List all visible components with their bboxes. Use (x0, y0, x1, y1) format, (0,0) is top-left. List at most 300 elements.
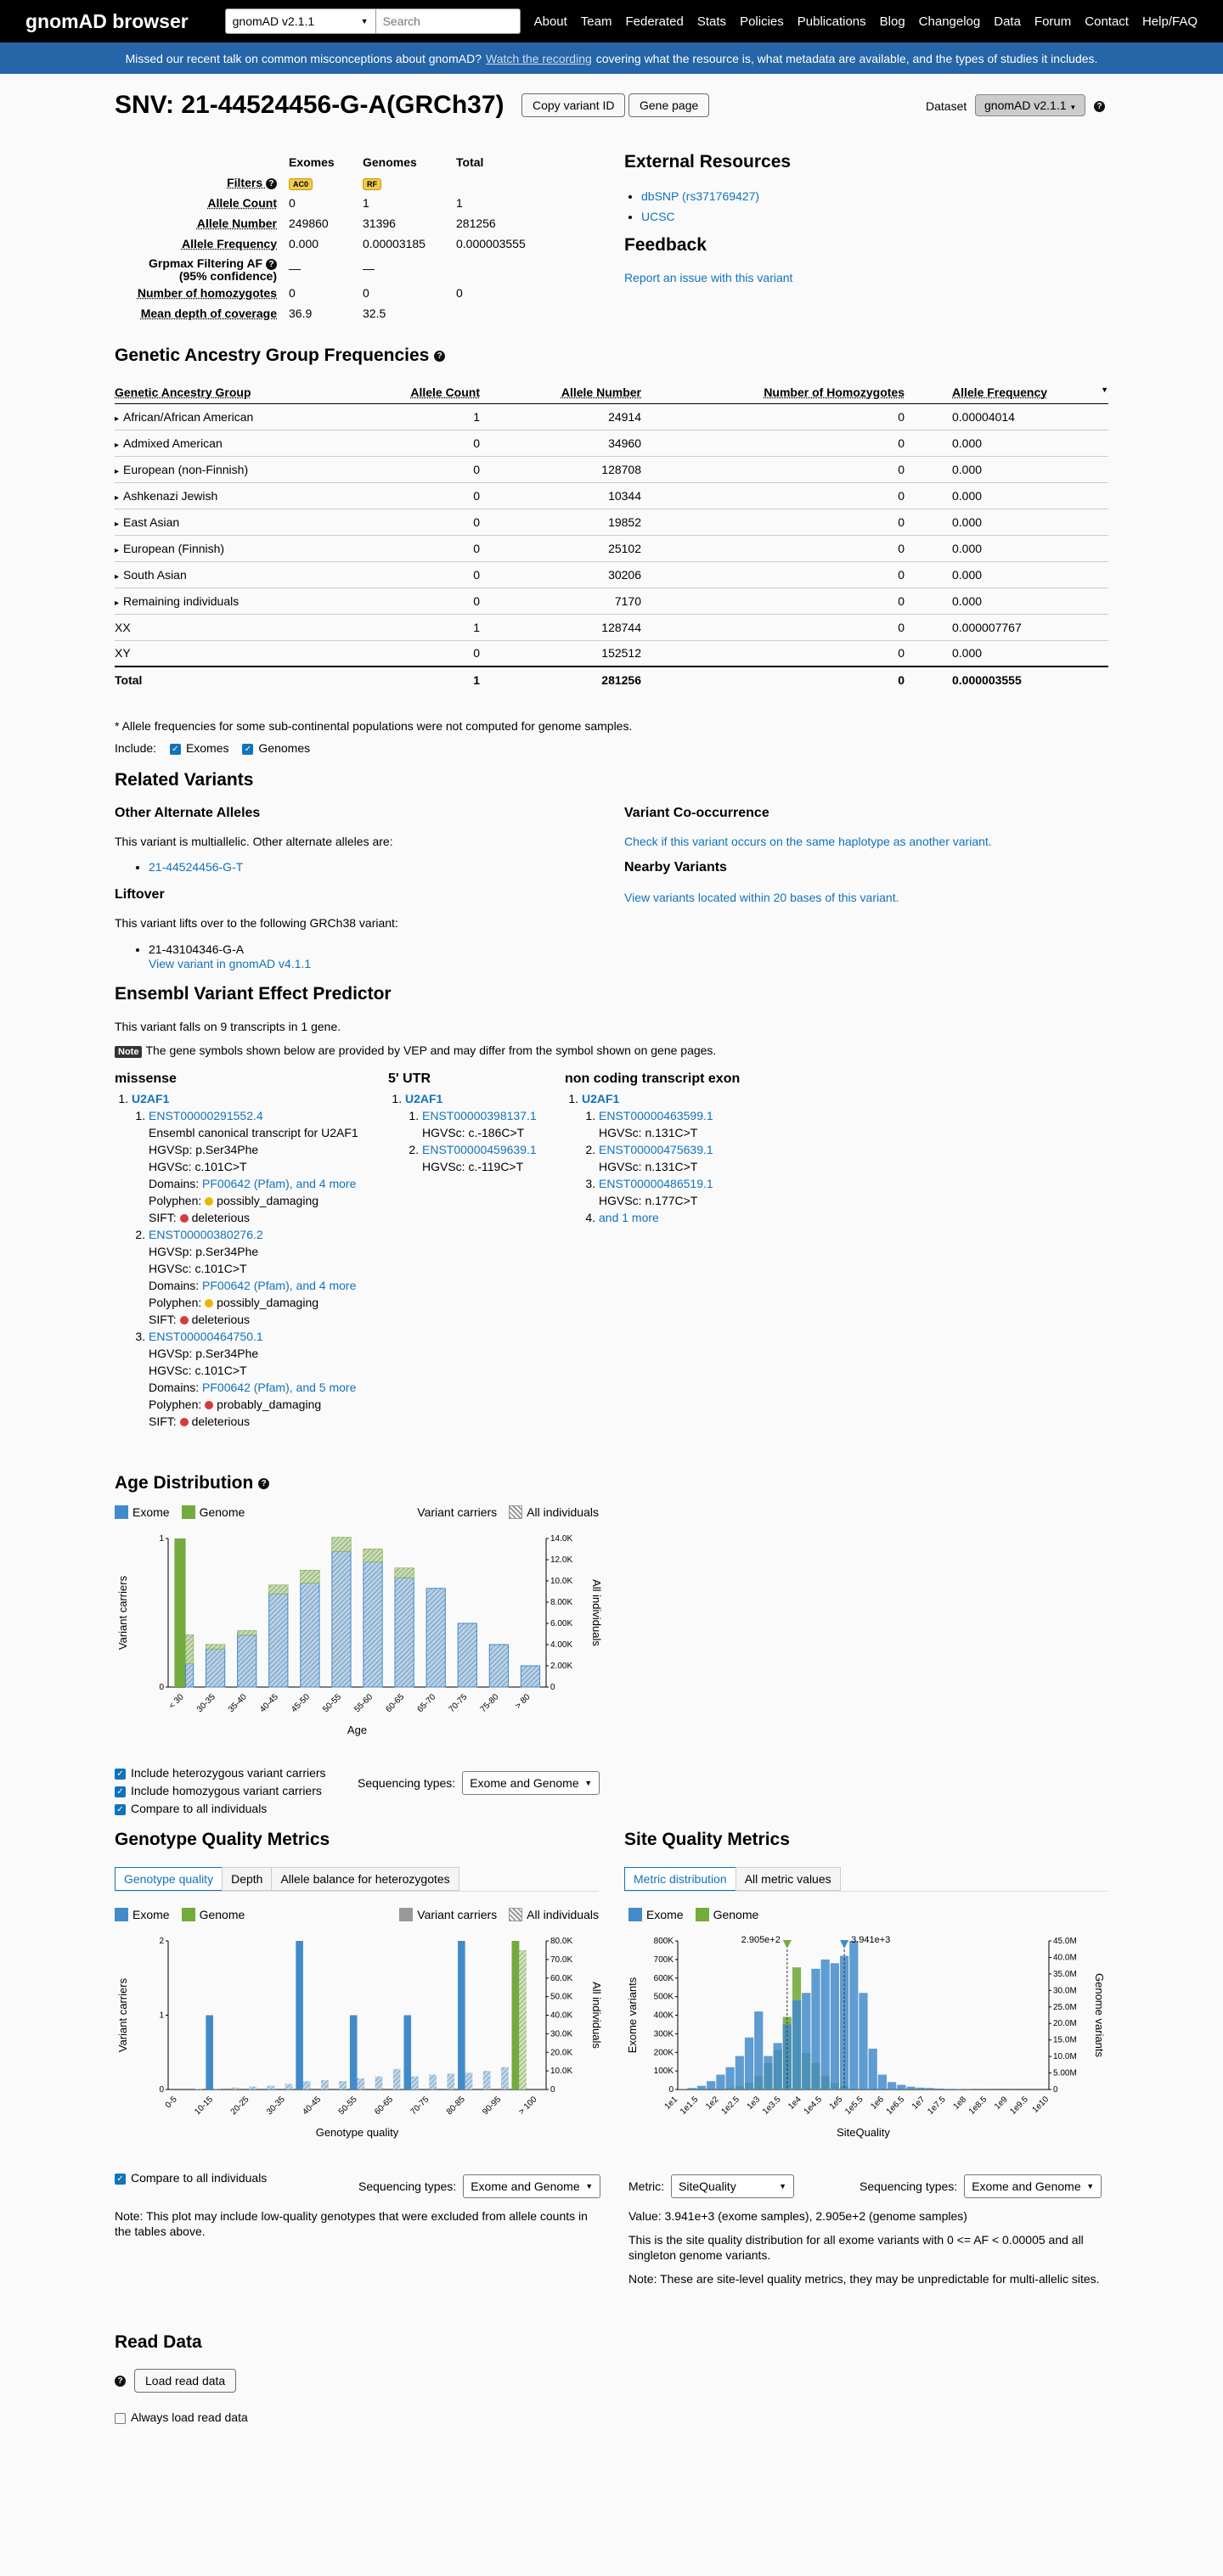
all-exome-hatch (301, 1583, 319, 1688)
tab-metric-distribution[interactable]: Metric distribution (624, 1867, 736, 1891)
tab-depth[interactable]: Depth (222, 1867, 272, 1891)
nav-data[interactable]: Data (994, 14, 1021, 29)
polyphen-dot-icon (205, 1299, 213, 1308)
all-individuals-hatch (358, 2078, 365, 2089)
include-toggles: Include: ✓ Exomes ✓ Genomes (115, 741, 311, 755)
age-chart (115, 1526, 607, 1746)
value-marker-label: 2.905e+2 (741, 1935, 781, 1945)
exome-bar (926, 2088, 934, 2089)
all-genome-hatch (238, 1631, 256, 1635)
y2-tick-label: 14.0K (550, 1534, 573, 1544)
sift-dot-icon (180, 1418, 189, 1426)
ancestry-footnote: * Allele frequencies for some sub-continental populations were not computed for genome samples. (115, 719, 633, 733)
exome-bar (774, 2043, 782, 2089)
gene-page-button[interactable]: Gene page (628, 93, 709, 117)
other-allele-link[interactable]: 21-44524456-G-T (149, 860, 244, 874)
all-individuals-hatch (303, 2081, 311, 2089)
x-tick-label: 55-60 (352, 1692, 375, 1715)
help-icon[interactable]: ? (266, 178, 277, 189)
col-homozygotes[interactable]: Number of Homozygotes (641, 381, 905, 403)
transcript-link[interactable]: ENST00000380276.2 (149, 1228, 263, 1241)
exome-bar (802, 1993, 810, 2089)
dataset-select[interactable]: gnomAD v2.1.1 ▼ (225, 8, 376, 34)
exome-bar (697, 2086, 706, 2089)
transcript-link[interactable]: ENST00000463599.1 (599, 1109, 713, 1122)
nav-links (521, 14, 1198, 29)
help-icon[interactable]: ? (434, 351, 445, 362)
x-tick-label: 1e8.5 (967, 2095, 989, 2117)
y-axis-label: Variant carriers (116, 1575, 129, 1651)
y2-tick-label: 15.0M (1053, 2035, 1077, 2045)
vep-note: Note The gene symbols shown below are provided by VEP and may differ from the symbol shown on gene pages. (115, 1043, 716, 1057)
x-tick-label: 20-25 (228, 2095, 251, 2118)
x-tick-label: 1e10 (1030, 2095, 1051, 2115)
search-input[interactable] (376, 8, 521, 34)
exome-bar (916, 2088, 925, 2089)
tab-genotype-quality[interactable]: Genotype quality (115, 1867, 223, 1891)
y2-tick-label: 0 (1053, 2085, 1058, 2095)
y2-tick-label: 8.00K (550, 1598, 573, 1607)
x-tick-label: > 100 (516, 2095, 539, 2118)
value-marker-label: 3.941e+3 (851, 1935, 891, 1945)
all-exome-hatch (186, 1664, 194, 1688)
value-marker-arrow-icon (783, 1940, 792, 1949)
age-seq-select[interactable]: Exome and Genome ▼ (462, 1771, 600, 1795)
gene-link[interactable]: U2AF1 (582, 1092, 620, 1105)
col-ancestry[interactable]: Genetic Ancestry Group (115, 381, 369, 403)
summary-row: Grpmax Filtering AF ? (95% confidence) — — (149, 256, 375, 283)
x-tick-label: 1e9 (992, 2095, 1010, 2112)
value-marker-arrow-icon (840, 1940, 848, 1949)
y2-tick-label: 0 (550, 2085, 555, 2095)
dataset-selector[interactable]: gnomAD v2.1.1 ▼ (975, 94, 1085, 116)
total-row: Total 1 281256 0 0.000003555 (115, 666, 1108, 693)
all-individuals-hatch (285, 2084, 293, 2089)
all-individuals-hatch (447, 2073, 454, 2089)
exome-bar (726, 2067, 735, 2089)
sq-chart (624, 1928, 1117, 2162)
exome-bar (716, 2075, 724, 2090)
view-in-v4-link[interactable]: View variant in gnomAD v4.1.1 (149, 957, 312, 970)
nav-federated[interactable]: Federated (625, 14, 684, 29)
x-tick-label: > 80 (513, 1692, 533, 1712)
y-tick-label: 200K (653, 2048, 673, 2058)
all-exome-hatch (269, 1594, 288, 1687)
table-row[interactable]: ▸ South Asian 0 30206 0 0.000 (115, 561, 1108, 588)
exome-bar (764, 2056, 772, 2089)
ucsc-link[interactable]: UCSC (641, 210, 675, 223)
dataset-label: Dataset (926, 99, 967, 113)
genome-filter-badge[interactable]: RF (363, 178, 381, 190)
table-row[interactable]: ▸ African/African American 1 24914 0 0.00004014 (115, 403, 1108, 430)
all-individuals-hatch (231, 2088, 239, 2089)
age-options: ✓ Include heterozygous variant carriers ✓ Include homozygous variant carriers ✓ Compare to all individuals (115, 1764, 326, 1818)
x-tick-label: 35-40 (226, 1692, 249, 1715)
exome-carrier-bar (206, 2016, 213, 2090)
compare-all-checkbox[interactable]: ✓ (115, 1804, 126, 1815)
x-tick-label: 45-50 (290, 1692, 312, 1715)
y-tick-label: 0 (668, 2085, 673, 2095)
het-carriers-checkbox[interactable]: ✓ (115, 1769, 126, 1780)
table-row[interactable]: ▸ East Asian 0 19852 0 0.000 (115, 509, 1108, 535)
all-individuals-hatch (465, 2073, 473, 2089)
x-tick-label: 1e1 (662, 2095, 680, 2112)
y2-tick-label: 5.00M (1053, 2068, 1077, 2078)
exome-carrier-bar (403, 2016, 411, 2090)
polyphen-dot-icon (205, 1197, 213, 1206)
watch-recording-link[interactable]: Watch the recording (486, 51, 592, 65)
nav-help-faq[interactable]: Help/FAQ (1141, 14, 1198, 29)
all-individuals-hatch (501, 2067, 509, 2089)
all-individuals-hatch (339, 2081, 347, 2089)
y2-tick-label: 35.0M (1053, 1969, 1077, 1979)
gq-chart (115, 1928, 607, 2162)
exome-bar (897, 2085, 905, 2089)
x-tick-label: 40-45 (258, 1692, 280, 1715)
gq-tabs (115, 1867, 599, 1892)
x-tick-label: 1e2.5 (719, 2095, 741, 2117)
x-tick-label: 70-75 (409, 2095, 431, 2118)
all-individuals-swatch (509, 1505, 522, 1519)
summary-row: Allele Count 0 1 1 (207, 196, 463, 210)
x-tick-label: 1e5.5 (843, 2095, 865, 2117)
gq-legend: Exome Genome Variant carriers All individuals (115, 1908, 599, 1921)
domain-link[interactable]: PF00642 (Pfam) (202, 1279, 290, 1292)
gene-link[interactable]: U2AF1 (405, 1092, 443, 1105)
exome-bar (906, 2087, 915, 2089)
summary-row: Allele Number 249860 31396 281256 (196, 217, 496, 230)
x-tick-label: 1e6 (869, 2095, 886, 2112)
y-tick-label: 600K (653, 1973, 673, 1983)
y-tick-label: 1 (159, 2011, 164, 2021)
all-genome-hatch (332, 1538, 351, 1551)
all-individuals-hatch (393, 2069, 401, 2089)
x-tick-label: 1e9.5 (1008, 2095, 1030, 2117)
x-tick-label: 0-5 (163, 2095, 179, 2111)
y-tick-label: 0 (159, 1683, 164, 1692)
all-genome-hatch (269, 1585, 288, 1594)
variant-summary-table: Exomes Genomes Total Filters ? AC0 RF Allele Count 0 1 1 Allele Number 249860 31396 281256 Allele Frequency 0.000 0.00003185 0.000003555 Grpmax Filtering AF ? (95% confidence) — — Number of homozygotes 0 0 0 Mean depth of coverage 36.9 32.5 (115, 152, 526, 323)
table-row[interactable]: ▸ Ashkenazi Jewish 0 10344 0 0.000 (115, 482, 1108, 509)
more-domains-link[interactable]: , and 4 more (289, 1177, 357, 1190)
transcript-item: 3. ENST00000486519.1 HGVSc: n.177C>T (599, 1175, 820, 1209)
x-tick-label: 1e2 (704, 2095, 721, 2112)
gq-seq-select[interactable]: Exome and Genome ▼ (463, 2174, 600, 2198)
transcript-item: 2. ENST00000380276.2 HGVSp: p.Ser34Phe HGVSc: c.101C>T Domains: PF00642 (Pfam), and 4 more Polyphen: possibly_damaging SIFT: deleterious (149, 1226, 369, 1328)
x-tick-label: 10-15 (193, 2095, 216, 2118)
table-row[interactable]: ▸ Remaining individuals 0 7170 0 0.000 (115, 588, 1108, 614)
carriers-swatch (399, 1505, 413, 1519)
caret-down-icon: ▼ (360, 17, 369, 25)
all-genome-hatch (186, 1635, 194, 1664)
y2-tick-label: 80.0K (550, 1937, 573, 1946)
all-individuals-hatch (411, 2077, 419, 2089)
y-tick-label: 100K (653, 2067, 673, 2077)
all-exome-hatch (238, 1635, 256, 1687)
ancestry-frequency-table (115, 381, 1108, 693)
transcript-link[interactable]: ENST00000475639.1 (599, 1143, 713, 1156)
more-transcripts-link[interactable]: and 1 more (599, 1211, 659, 1224)
vep-utr: 5' UTR 1. U2AF1 1. ENST00000398137.1 HGVSc: c.-186C>T 2. ENST00000459639.1 HGVSc: c.-119C>T (388, 1071, 558, 1175)
more-domains-link[interactable]: , and 4 more (289, 1279, 357, 1292)
exome-bar (811, 1969, 820, 2089)
exome-bar (745, 2038, 753, 2089)
x-axis-label: SiteQuality (837, 2126, 890, 2139)
external-links (641, 186, 759, 227)
filters-label: Filters ? (115, 172, 289, 193)
transcript-item: 3. ENST00000464750.1 HGVSp: p.Ser34Phe HGVSc: c.101C>T Domains: PF00642 (Pfam), and 5 more Polyphen: probably_damaging SIFT: deleterious (149, 1328, 369, 1430)
all-individuals-hatch (375, 2077, 383, 2089)
y2-axis-label: Genome variants (1093, 1973, 1106, 2057)
x-tick-label: 1e6.5 (884, 2095, 907, 2117)
all-individuals-hatch (321, 2080, 329, 2089)
sq-legend: Exome Genome (628, 1908, 758, 1921)
nav-policies[interactable]: Policies (740, 14, 784, 29)
all-genome-hatch (206, 1645, 225, 1649)
x-axis-label: Age (347, 1724, 368, 1736)
transcript-link[interactable]: ENST00000464750.1 (149, 1330, 263, 1343)
help-icon[interactable]: ? (266, 259, 277, 270)
all-exome-hatch (332, 1551, 351, 1687)
y2-tick-label: 6.00K (550, 1619, 573, 1628)
metric-select[interactable]: SiteQuality ▼ (671, 2174, 794, 2198)
y2-tick-label: 25.0M (1053, 2002, 1077, 2012)
x-tick-label: 30-35 (264, 2095, 287, 2118)
y2-tick-label: 60.0K (550, 1973, 573, 1983)
nav-changelog[interactable]: Changelog (918, 14, 981, 29)
x-tick-label: 80-85 (444, 2095, 467, 2118)
copy-variant-id-button[interactable]: Copy variant ID (521, 93, 625, 117)
help-icon[interactable]: ? (1094, 101, 1105, 112)
gq-compare-checkbox[interactable]: ✓ (115, 2174, 126, 2185)
genome-carrier-bar (174, 1538, 185, 1687)
y2-tick-label: 20.0K (550, 2048, 573, 2058)
y2-tick-label: 70.0K (550, 1954, 573, 1965)
cooccurrence-link[interactable]: Check if this variant occurs on the same haplotype as another variant. (624, 835, 992, 848)
ancestry-title: Genetic Ancestry Group Frequencies ? (115, 346, 445, 366)
all-exome-hatch (364, 1562, 382, 1688)
more-domains-link[interactable]: , and 5 more (289, 1381, 357, 1394)
transcript-item: 1. ENST00000463599.1 HGVSc: n.131C>T (599, 1107, 820, 1141)
y2-tick-label: 45.0M (1053, 1937, 1077, 1946)
transcript-item: 1. ENST00000291552.4 Ensembl canonical transcript for U2AF1 HGVSp: p.Ser34Phe HGVSc: c.101C>T Domains: PF00642 (Pfam), and 4 more Polyphen: possibly_damaging SIFT: deleterious (149, 1107, 369, 1226)
all-exome-hatch (206, 1649, 225, 1687)
help-icon[interactable]: ? (258, 1478, 269, 1489)
nav-forum[interactable]: Forum (1034, 14, 1072, 29)
nav-publications[interactable]: Publications (797, 14, 866, 29)
feedback-title: Feedback (624, 235, 707, 255)
exome-bar (792, 2000, 801, 2089)
other-alleles-title: Other Alternate Alleles (115, 806, 261, 820)
exome-bar (754, 2011, 763, 2089)
x-tick-label: 1e4 (786, 2095, 803, 2112)
x-tick-label: 70-75 (447, 1692, 470, 1715)
exome-bar (735, 2056, 744, 2089)
cooccurrence-title: Variant Co-occurrence (624, 806, 769, 820)
y2-tick-label: 40.0K (550, 2011, 573, 2021)
all-exome-hatch (521, 1666, 539, 1687)
x-tick-label: 30-35 (194, 1692, 217, 1715)
exome-bar (869, 2049, 877, 2089)
transcript-item: 1. ENST00000398137.1 HGVSc: c.-186C>T (422, 1107, 558, 1141)
y2-tick-label: 12.0K (550, 1555, 573, 1565)
transcript-item: 2. ENST00000459639.1 HGVSc: c.-119C>T (422, 1141, 558, 1175)
tab-allele-balance[interactable]: Allele balance for heterozygotes (271, 1867, 459, 1891)
age-title: Age Distribution ? (115, 1473, 269, 1493)
brand-logo[interactable]: gnomAD browser (25, 9, 189, 32)
y2-tick-label: 30.0K (550, 2029, 573, 2039)
x-tick-label: 65-70 (415, 1692, 438, 1715)
tab-all-metric-values[interactable]: All metric values (735, 1867, 841, 1891)
all-individuals-hatch (429, 2075, 437, 2090)
nav-about[interactable]: About (533, 14, 567, 29)
genome-carrier-bar (512, 1941, 520, 2089)
x-tick-label: 90-95 (481, 2095, 504, 2118)
external-resources-title: External Resources (624, 152, 792, 172)
x-tick-label: 1e3.5 (761, 2095, 783, 2117)
exome-bar (888, 2082, 896, 2089)
all-genome-hatch (301, 1571, 319, 1583)
vep-missense: missense 1. U2AF1 1. ENST00000291552.4 Ensembl canonical transcript for U2AF1 HGVSp: p.Ser34Phe HGVSc: c.101C>T Domains: PF00642 (Pfam), and 4 more Polyphen: possibly_damaging SIFT: deleterious 2. ENST00000380276.2 HGVSp: p.Ser34Phe HGVSc: c.101C>T Domains: PF00642 (Pfam), and 4 more Polyphen: possibly_damaging SIFT: deleterious 3. ENST00000464750.1 HGVSp: p.Ser34Phe HGVSc: c.101C>T Domains: PF00642 (Pfam), and 5 more Polyphen: probably_damaging SIFT: deleterious (115, 1071, 369, 1430)
include-exomes-checkbox[interactable]: ✓ (170, 744, 181, 755)
nav-team[interactable]: Team (580, 14, 612, 29)
x-tick-label: 1e8 (951, 2095, 969, 2112)
read-data-title: Read Data (115, 2332, 202, 2352)
nearby-link[interactable]: View variants located within 20 bases of this variant. (624, 891, 899, 904)
y-tick-label: 1 (159, 1534, 164, 1544)
col-allele-frequency[interactable]: Allele Frequency ▼ (905, 381, 1108, 403)
domain-link[interactable]: PF00642 (Pfam) (202, 1381, 290, 1394)
y2-tick-label: 10.0K (550, 2067, 573, 2077)
x-tick-label: 60-65 (384, 1692, 407, 1715)
exome-bar (821, 1960, 830, 2089)
exome-bar (688, 2088, 696, 2089)
exome-bar (849, 1941, 858, 2089)
always-load-checkbox[interactable] (115, 2413, 126, 2424)
nav-blog[interactable]: Blog (879, 14, 905, 29)
x-tick-label: 1e7.5 (926, 2095, 948, 2117)
transcript-link[interactable]: ENST00000291552.4 (149, 1109, 263, 1122)
related-variants-title: Related Variants (115, 770, 254, 790)
sift-dot-icon (180, 1316, 189, 1325)
liftover-title: Liftover (115, 887, 165, 902)
x-tick-label: 40-45 (301, 2095, 324, 2118)
all-genome-hatch (395, 1568, 414, 1578)
y-axis-label: Variant carriers (116, 1977, 129, 2053)
nav-stats[interactable]: Stats (696, 14, 727, 29)
sift-dot-icon (180, 1214, 189, 1223)
exome-bar (859, 1993, 867, 2089)
help-icon[interactable]: ? (115, 2376, 126, 2387)
age-legend: Exome Genome Variant carriers All individuals (115, 1505, 599, 1519)
vep-noncoding: non coding transcript exon 1. U2AF1 1. ENST00000463599.1 HGVSc: n.131C>T 2. ENST00000475639.1 HGVSc: n.131C>T 3. ENST00000486519.1 HGVSc: n.177C>T 4. and 1 more (565, 1071, 820, 1226)
dbsnp-link[interactable]: dbSNP (rs371769427) (641, 189, 760, 203)
table-row[interactable]: ▸ European (Finnish) 0 25102 0 0.000 (115, 535, 1108, 561)
y-tick-label: 400K (653, 2011, 673, 2021)
x-tick-label: < 30 (166, 1692, 186, 1712)
col-allele-number[interactable]: Allele Number (480, 381, 641, 403)
sq-seq-select[interactable]: Exome and Genome ▼ (964, 2174, 1102, 2198)
transcript-link[interactable]: ENST00000486519.1 (599, 1177, 713, 1190)
nearby-title: Nearby Variants (624, 860, 727, 875)
y2-tick-label: 50.0K (550, 1992, 573, 2002)
all-exome-hatch (458, 1623, 476, 1687)
gq-title: Genotype Quality Metrics (115, 1830, 330, 1849)
hom-carriers-checkbox[interactable]: ✓ (115, 1786, 126, 1797)
nav-contact[interactable]: Contact (1085, 14, 1129, 29)
x-tick-label: 1e5 (827, 2095, 845, 2112)
all-exome-hatch (489, 1645, 508, 1687)
sq-tabs (624, 1867, 1108, 1892)
x-tick-label: 1e4.5 (802, 2095, 825, 2117)
y-tick-label: 700K (653, 1954, 673, 1965)
exome-carrier-bar (350, 2016, 358, 2090)
x-tick-label: 50-55 (336, 2095, 359, 2118)
all-exome-hatch (395, 1578, 414, 1687)
y-tick-label: 500K (653, 1992, 673, 2002)
top-navbar (0, 0, 1223, 42)
exome-filter-badge[interactable]: AC0 (289, 178, 313, 190)
table-row[interactable]: ▸ European (non-Finnish) 0 128708 0 0.000 (115, 456, 1108, 482)
y2-axis-label: All individuals (590, 1579, 603, 1646)
x-tick-label: 1e7 (910, 2095, 927, 2112)
transcript-link[interactable]: ENST00000398137.1 (422, 1109, 537, 1122)
y2-tick-label: 30.0M (1053, 1986, 1077, 1996)
y-tick-label: 800K (653, 1937, 673, 1946)
domain-link[interactable]: PF00642 (Pfam) (202, 1177, 290, 1190)
summary-row: Allele Frequency 0.000 0.00003185 0.000003555 (181, 237, 526, 250)
summary-row: Mean depth of coverage 36.9 32.5 (140, 307, 386, 320)
col-allele-count[interactable]: Allele Count (369, 381, 480, 403)
all-genome-hatch (364, 1550, 382, 1562)
announcement-banner: Missed our recent talk on common misconceptions about gnomAD? Watch the recording covering what the resource is, what metadata are available, and the types of studies it includes. (0, 42, 1223, 74)
page-title: SNV: 21-44524456-G-A(GRCh37) (115, 91, 504, 119)
y2-tick-label: 40.0M (1053, 1953, 1077, 1963)
vep-title: Ensembl Variant Effect Predictor (115, 984, 392, 1004)
include-genomes-checkbox[interactable]: ✓ (242, 744, 253, 755)
transcript-link[interactable]: ENST00000459639.1 (422, 1143, 537, 1156)
x-tick-label: 60-65 (373, 2095, 396, 2118)
caret-down-icon: ▼ (1069, 104, 1077, 111)
exome-bar (878, 2075, 887, 2090)
exome-bar (707, 2081, 715, 2089)
y-tick-label: 2 (159, 1937, 164, 1946)
x-axis-label: Genotype quality (315, 2126, 399, 2139)
y2-tick-label: 4.00K (550, 1640, 573, 1650)
load-read-data-button[interactable]: Load read data (134, 2369, 236, 2393)
sq-title: Site Quality Metrics (624, 1830, 790, 1849)
report-issue-link[interactable]: Report an issue with this variant (624, 271, 793, 284)
table-row[interactable]: ▸ Admixed American 0 34960 0 0.000 (115, 430, 1108, 456)
exome-carrier-bar (458, 1941, 465, 2089)
x-tick-label: 50-55 (321, 1692, 344, 1715)
gene-link[interactable]: U2AF1 (132, 1092, 170, 1105)
all-individuals-hatch (249, 2087, 256, 2089)
all-exome-hatch (426, 1589, 445, 1687)
y2-tick-label: 0 (550, 1683, 555, 1692)
table-row: XY 0 152512 0 0.000 (115, 640, 1108, 666)
all-individuals-hatch (268, 2086, 275, 2089)
y2-tick-label: 10.0K (550, 1577, 573, 1586)
y2-axis-label: All individuals (590, 1982, 603, 2049)
y2-tick-label: 10.0M (1053, 2052, 1077, 2062)
exome-carrier-bar (296, 1941, 303, 2089)
polyphen-dot-icon (205, 1401, 213, 1409)
transcript-item: 2. ENST00000475639.1 HGVSc: n.131C>T (599, 1141, 820, 1175)
all-individuals-hatch (483, 2071, 491, 2089)
y2-tick-label: 2.00K (550, 1662, 573, 1671)
x-tick-label: 1e1.5 (678, 2095, 701, 2117)
